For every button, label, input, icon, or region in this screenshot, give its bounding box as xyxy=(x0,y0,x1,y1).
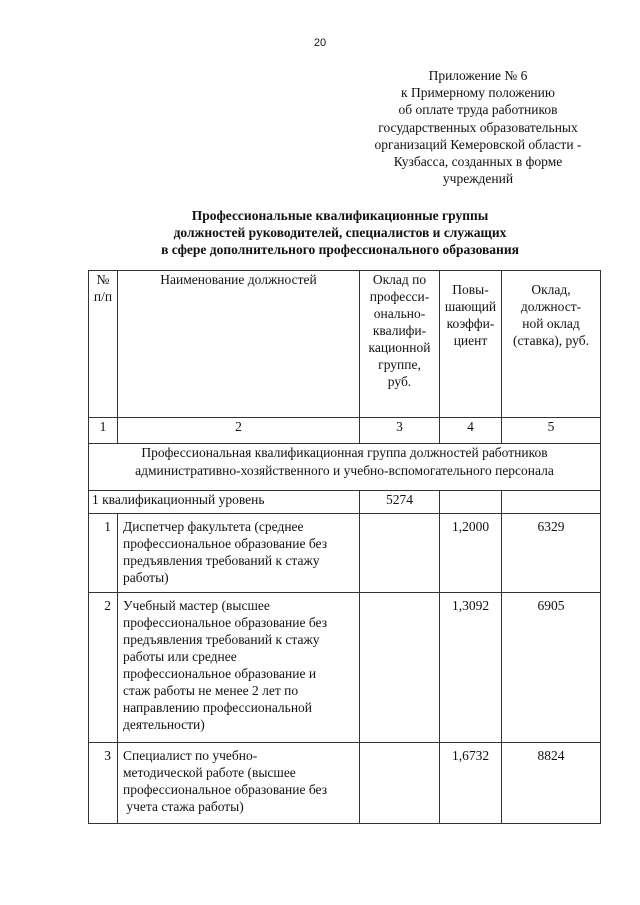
empty-cell xyxy=(360,743,440,824)
appendix-line: государственных образовательных xyxy=(378,119,578,135)
salary-value: 8824 xyxy=(502,743,601,824)
appendix-line: к Примерному положению xyxy=(401,85,555,101)
table-row xyxy=(89,514,601,593)
appendix-header xyxy=(356,67,600,187)
column-number: 5 xyxy=(502,418,601,444)
column-number: 3 xyxy=(360,418,440,444)
empty-cell xyxy=(360,514,440,593)
position-name: Диспетчер факультета (среднее профессиональное образование без предъявления требований к стажу работы) xyxy=(118,514,360,593)
column-number: 4 xyxy=(440,418,502,444)
page-number: 20 xyxy=(313,37,327,49)
appendix-line: учреждений xyxy=(442,171,514,187)
position-name: Специалист по учебно- методической работе (высшее профессиональное образование без учета стажа работы) xyxy=(118,743,360,824)
empty-cell xyxy=(502,491,601,514)
appendix-line: Приложение № 6 xyxy=(428,68,528,83)
column-number: 2 xyxy=(118,418,360,444)
appendix-line: Кузбасса, созданных в форме xyxy=(393,154,563,170)
coefficient: 1,2000 xyxy=(440,514,502,593)
row-number: 1 xyxy=(89,514,118,593)
empty-cell xyxy=(440,491,502,514)
title-line: в сфере дополнительного профессионального образования xyxy=(161,242,519,257)
salary-value: 6329 xyxy=(502,514,601,593)
header-salary: Оклад, должност- ной оклад (ставка), руб. xyxy=(502,271,601,418)
column-number: 1 xyxy=(89,418,118,444)
document-title xyxy=(90,207,590,258)
coefficient: 1,6732 xyxy=(440,743,502,824)
qualification-level-row xyxy=(89,491,601,514)
group-title: Профессиональная квалификационная группа должностей работников административно-хозяйственного и учебно-вспомогательного персонала xyxy=(89,444,601,491)
header-number: № п/п xyxy=(89,271,118,418)
row-number: 2 xyxy=(89,593,118,743)
empty-cell xyxy=(360,593,440,743)
table-header-row xyxy=(89,271,601,418)
salary-value: 6905 xyxy=(502,593,601,743)
row-number: 3 xyxy=(89,743,118,824)
header-coefficient: Повы- шающий коэффи- циент xyxy=(440,271,502,418)
group-title-row xyxy=(89,444,601,491)
position-name: Учебный мастер (высшее профессиональное образование без предъявления требований к стажу работы или среднее профессиональное образование и стаж работы не менее 2 лет по направлению профессиональной деятельности) xyxy=(118,593,360,743)
table-row xyxy=(89,593,601,743)
coefficient: 1,3092 xyxy=(440,593,502,743)
table-row xyxy=(89,743,601,824)
column-number-row xyxy=(89,418,601,444)
qualification-level-salary: 5274 xyxy=(360,491,440,514)
qualification-level-label: 1 квалификационный уровень xyxy=(89,491,360,514)
header-name: Наименование должностей xyxy=(118,271,360,418)
title-line: должностей руководителей, специалистов и служащих xyxy=(173,225,507,240)
salary-table xyxy=(88,270,601,824)
header-salary-group: Оклад по професси- онально- квалифи- кационной группе, руб. xyxy=(360,271,440,418)
appendix-line: об оплате труда работников xyxy=(398,102,558,118)
title-line: Профессиональные квалификационные группы xyxy=(191,208,489,223)
appendix-line: организаций Кемеровской области - xyxy=(374,136,582,152)
